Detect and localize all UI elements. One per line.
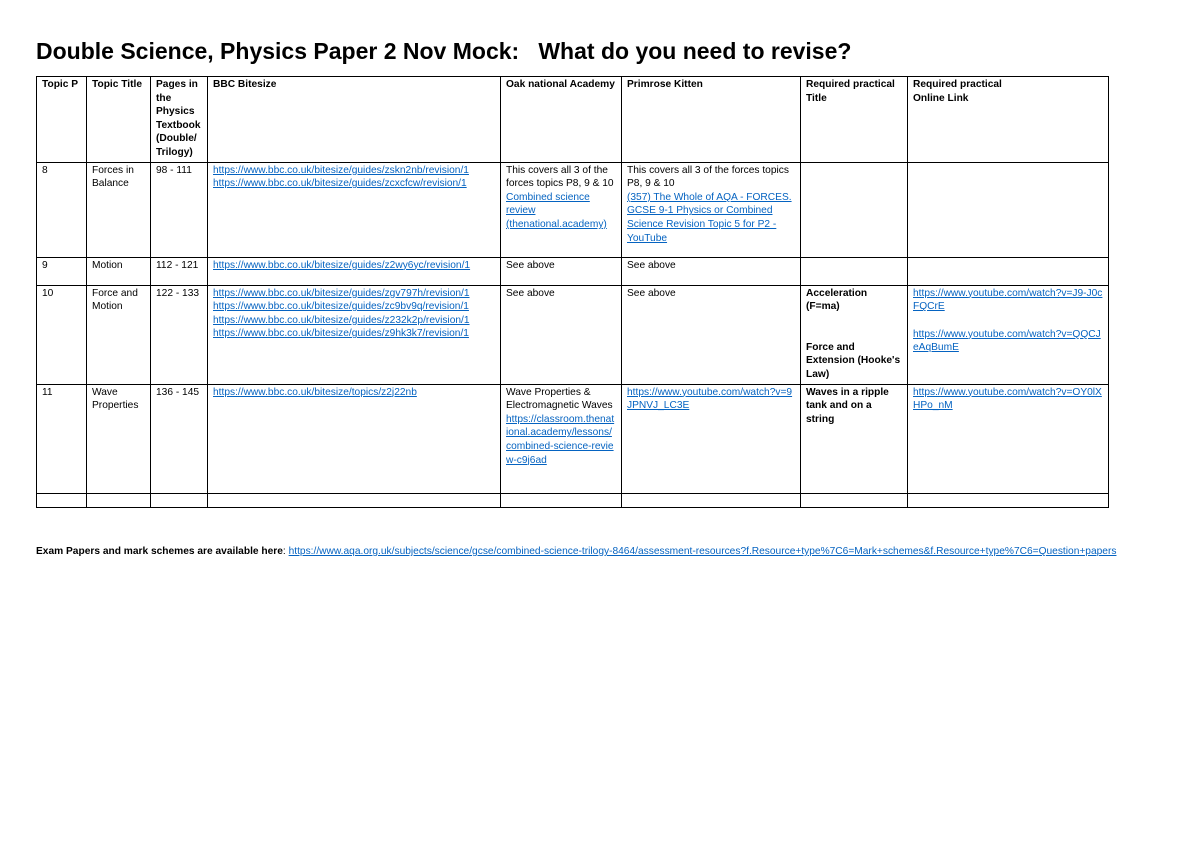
table-row-empty xyxy=(37,493,1109,507)
cell-topic-title: Force and Motion xyxy=(87,285,151,384)
cell-primrose: See above xyxy=(622,257,801,285)
cell-primrose xyxy=(622,162,801,257)
cell-topic: 11 xyxy=(37,384,87,493)
page-title: Double Science, Physics Paper 2 Nov Mock: What do you need to revise? xyxy=(36,38,852,64)
cell-practical-title xyxy=(801,285,908,384)
bbc-link[interactable]: https://www.bbc.co.uk/bitesize/guides/zc9bv9q/revision/1 xyxy=(213,301,469,313)
cell-bbc-links xyxy=(208,162,501,257)
cell-bbc-links xyxy=(208,384,501,493)
header-practical-title xyxy=(801,77,908,163)
cell-pages: 122 - 133 xyxy=(151,285,208,384)
cell-empty xyxy=(801,493,908,507)
bbc-link[interactable]: https://www.bbc.co.uk/bitesize/topics/z2j22nb xyxy=(213,386,417,398)
practical-title: Waves in a ripple tank and on a string xyxy=(806,386,889,425)
cell-topic: 8 xyxy=(37,162,87,257)
cell-empty xyxy=(501,493,622,507)
revision-table xyxy=(36,76,1109,508)
cell-primrose: See above xyxy=(622,285,801,384)
cell-primrose xyxy=(622,384,801,493)
exam-papers-colon: : xyxy=(282,546,289,557)
practical-title: Force and Extension (Hooke's Law) xyxy=(806,341,901,380)
cell-practical-link xyxy=(908,285,1109,384)
cell-empty xyxy=(622,493,801,507)
cell-empty xyxy=(37,493,87,507)
cell-oak: See above xyxy=(501,257,622,285)
oak-text: Wave Properties & Electromagnetic Waves xyxy=(506,386,613,412)
cell-bbc-links xyxy=(208,257,501,285)
bbc-link[interactable]: https://www.bbc.co.uk/bitesize/guides/zgv797h/revision/1 xyxy=(213,287,470,299)
cell-practical-title xyxy=(801,257,908,285)
cell-topic-title: Motion xyxy=(87,257,151,285)
header-topic: Topic P xyxy=(37,77,87,163)
spacer xyxy=(806,314,902,341)
cell-topic-title: Wave Properties xyxy=(87,384,151,493)
bbc-link[interactable]: https://www.bbc.co.uk/bitesize/guides/z9hk3k7/revision/1 xyxy=(213,328,469,340)
cell-practical-link xyxy=(908,384,1109,493)
header-oak-national: Oak national Academy xyxy=(501,77,622,163)
bbc-link[interactable]: https://www.bbc.co.uk/bitesize/guides/zskn2nb/revision/1 xyxy=(213,164,469,176)
exam-papers-note xyxy=(36,546,1116,557)
cell-oak: See above xyxy=(501,285,622,384)
cell-pages: 98 - 111 xyxy=(151,162,208,257)
exam-papers-link[interactable]: https://www.aqa.org.uk/subjects/science/gcse/combined-science-trilogy-8464/assessment-resources?f.Resource+type%7C6=Mark+schemes&f.Resource+type%7C6=Question+papers xyxy=(288,546,1117,557)
practical-link[interactable]: https://www.youtube.com/watch?v=J9-J0cFQCrE xyxy=(913,287,1103,313)
practical-title: Acceleration (F=ma) xyxy=(806,287,868,313)
cell-pages: 136 - 145 xyxy=(151,384,208,493)
practical-link[interactable]: https://www.youtube.com/watch?v=OY0lXHPo_nM xyxy=(913,386,1102,412)
header-pages: Pages in the Physics Textbook (Double/ Trilogy) xyxy=(151,77,208,163)
spacer xyxy=(913,314,1103,328)
cell-empty xyxy=(908,493,1109,507)
header-primrose-kitten: Primrose Kitten xyxy=(622,77,801,163)
bbc-link[interactable]: https://www.bbc.co.uk/bitesize/guides/z2wy6yc/revision/1 xyxy=(213,259,471,271)
bbc-link[interactable]: https://www.bbc.co.uk/bitesize/guides/zcxcfcw/revision/1 xyxy=(213,178,467,190)
table-row xyxy=(37,257,1109,285)
practical-link[interactable]: https://www.youtube.com/watch?v=QQCJeAqBumE xyxy=(913,328,1101,354)
cell-empty xyxy=(208,493,501,507)
header-bbc-bitesize: BBC Bitesize xyxy=(208,77,501,163)
header-practical-title-line2: Title xyxy=(806,92,827,104)
cell-practical-title xyxy=(801,162,908,257)
table-row xyxy=(37,384,1109,493)
cell-oak xyxy=(501,384,622,493)
exam-papers-label: Exam Papers and mark schemes are available here xyxy=(36,546,283,557)
cell-topic: 10 xyxy=(37,285,87,384)
primrose-text: This covers all 3 of the forces topics P8, 9 & 10 xyxy=(627,164,789,190)
cell-oak xyxy=(501,162,622,257)
cell-topic-title: Forces in Balance xyxy=(87,162,151,257)
cell-practical-title xyxy=(801,384,908,493)
oak-text: This covers all 3 of the forces topics P8, 9 & 10 xyxy=(506,164,614,190)
cell-pages: 112 - 121 xyxy=(151,257,208,285)
header-topic-title: Topic Title xyxy=(87,77,151,163)
header-row xyxy=(37,77,1109,163)
cell-topic: 9 xyxy=(37,257,87,285)
cell-practical-link xyxy=(908,162,1109,257)
bbc-link[interactable]: https://www.bbc.co.uk/bitesize/guides/z232k2p/revision/1 xyxy=(213,314,470,326)
oak-link[interactable]: https://classroom.thenational.academy/lessons/combined-science-review-c9j6ad xyxy=(506,413,615,466)
cell-practical-link xyxy=(908,257,1109,285)
cell-bbc-links xyxy=(208,285,501,384)
table-row xyxy=(37,162,1109,257)
header-practical-link xyxy=(908,77,1109,163)
oak-link[interactable]: Combined science review (thenational.academy) xyxy=(506,191,607,230)
table-row xyxy=(37,285,1109,384)
header-practical-link-line1: Required practical xyxy=(913,79,1002,90)
primrose-link[interactable]: https://www.youtube.com/watch?v=9JPNVJ_LC3E xyxy=(627,386,793,412)
header-practical-link-line2: Online Link xyxy=(913,92,969,104)
cell-empty xyxy=(151,493,208,507)
primrose-link[interactable]: (357) The Whole of AQA - FORCES. GCSE 9-1 Physics or Combined Science Revision Topic 5 for P2 - YouTube xyxy=(627,191,792,244)
cell-empty xyxy=(87,493,151,507)
header-practical-title-line1: Required practical xyxy=(806,79,895,90)
